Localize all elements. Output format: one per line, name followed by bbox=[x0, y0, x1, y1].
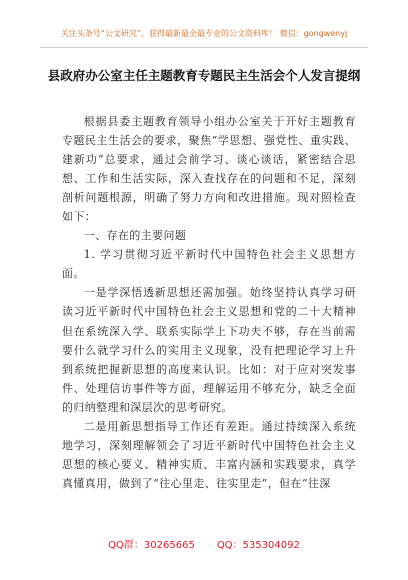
document-body bbox=[62, 112, 356, 493]
footer-contact bbox=[40, 536, 368, 551]
intro-paragraph: 根据县委主题教育领导小组办公室关于开好主题教育专题民主生活会的要求，聚焦“学思想、强党性、重实践、建新功”总要求，通过会前学习、谈心谈话，紧密结合思想、工作和生活实际，深入查找存在的问题和不足，深刻剖析问题根源，明确了努力方向和改进措施。现对照检查如下： bbox=[62, 115, 356, 224]
document-title: 县政府办公室主任主题教育专题民主生活会个人发言提纲 bbox=[47, 68, 361, 83]
qq-group-text: QQ群：30265665 bbox=[108, 540, 195, 551]
qq-number-text: QQ：535304092 bbox=[216, 540, 300, 551]
body-paragraph: 一是学深悟透新思想还需加强。始终坚持认真学习研读习近平新时代中国特色社会主义思想和党的二十大精神但在系统深入学、联系实际学上下功夫不够，存在当前需要什么就学习什么的实用主义现象，没有把理论学习上升到系统把握新思想的高度来认识。比如：对于应对突发事件、处理信访事件等方面，理解运用不够充分，缺乏全面的归纳整理和深层次的思考研究。 bbox=[62, 286, 356, 414]
header-note: 关注头条号“公文研究”，获得最新最全最专业的公文资料库！ 微信：gongwenyj bbox=[60, 29, 348, 38]
subsection-heading: 1. 学习贯彻习近平新时代中国特色社会主义思想方面。 bbox=[62, 248, 356, 281]
section-heading: 一、存在的主要问题 bbox=[83, 229, 187, 243]
header-divider bbox=[40, 47, 368, 48]
body-paragraph: 二是用新思想指导工作还有差距。通过持续深入系统地学习，深刻理解领会了习近平新时代中国特色社会主义思想的核心要义、精神实质、丰富内涵和实践要求，真学真懂真用，做到了“往心里走、往实里走”，但在“往深 bbox=[62, 419, 356, 490]
